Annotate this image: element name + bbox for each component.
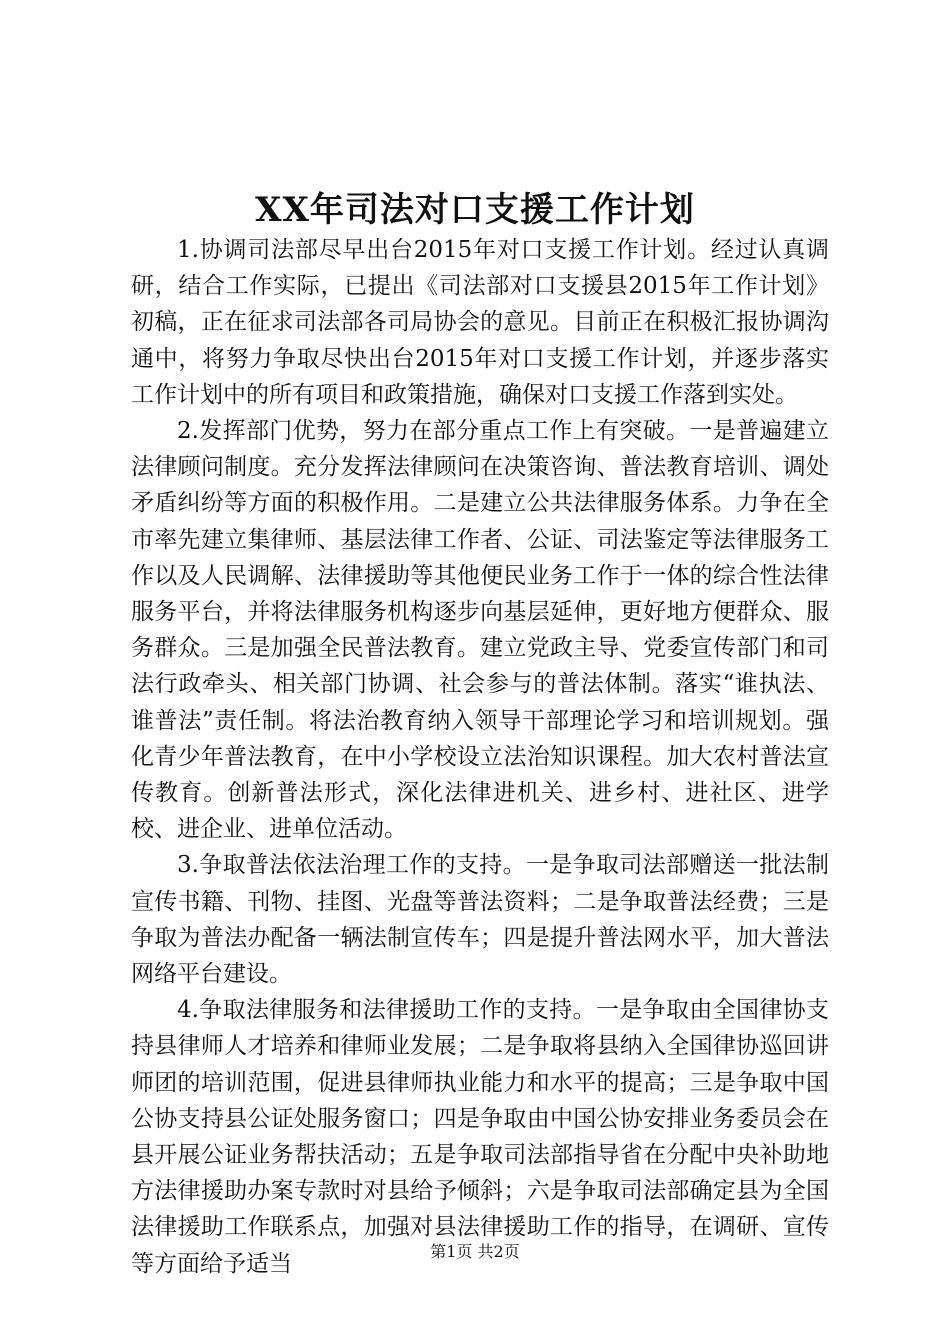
document-body xyxy=(131,232,829,1282)
paragraph-1: 1.协调司法部尽早出台2015年对口支援工作计划。经过认真调研，结合工作实际，已提出《司法部对口支援县2015年工作计划》初稿，正在征求司法部各司局协会的意见。目前正在积极汇报协调沟通中，将努力争取尽快出台2015年对口支援工作计划，并逐步落实工作计划中的所有项目和政策措施，确保对口支援工作落到实处。 xyxy=(131,237,829,408)
paragraph-3: 3.争取普法依法治理工作的支持。一是争取司法部赠送一批法制宣传书籍、刊物、挂图、光盘等普法资料；二是争取普法经费；三是争取为普法办配备一辆法制宣传车；四是提升普法网水平，加大普法网络平台建设。 xyxy=(131,852,829,988)
paragraph-2: 2.发挥部门优势，努力在部分重点工作上有突破。一是普遍建立法律顾问制度。充分发挥法律顾问在决策咨询、普法教育培训、调处矛盾纠纷等方面的积极作用。二是建立公共法律服务体系。力争在全市率先建立集律师、基层法律工作者、公证、司法鉴定等法律服务工作以及人民调解、法律援助等其他便民业务工作于一体的综合性法律服务平台，并将法律服务机构逐步向基层延伸，更好地方便群众、服务群众。三是加强全民普法教育。建立党政主导、党委宣传部门和司法行政牵头、相关部门协调、社会参与的普法体制。落实“谁执法、谁普法”责任制。将法治教育纳入领导干部理论学习和培训规划。强化青少年普法教育，在中小学校设立法治知识课程。加大农村普法宣传教育。创新普法形式，深化法律进机关、进乡村、进社区、进学校、进企业、进单位活动。 xyxy=(131,418,829,843)
paragraph-4: 4.争取法律服务和法律援助工作的支持。一是争取由全国律协支持县律师人才培养和律师业发展；二是争取将县纳入全国律协巡回讲师团的培训范围，促进县律师执业能力和水平的提高；三是争取中国公协支持县公证处服务窗口；四是争取由中国公协安排业务委员会在县开展公证业务帮扶活动；五是争取司法部指导省在分配中央补助地方法律援助办案专款时对县给予倾斜；六是争取司法部确定县为全国法律援助工作联系点，加强对县法律援助工作的指导，在调研、宣传等方面给予适当 xyxy=(131,997,829,1277)
document-title: XX年司法对口支援工作计划 xyxy=(255,190,695,230)
page-footer: 第1页 共2页 xyxy=(430,1242,520,1261)
